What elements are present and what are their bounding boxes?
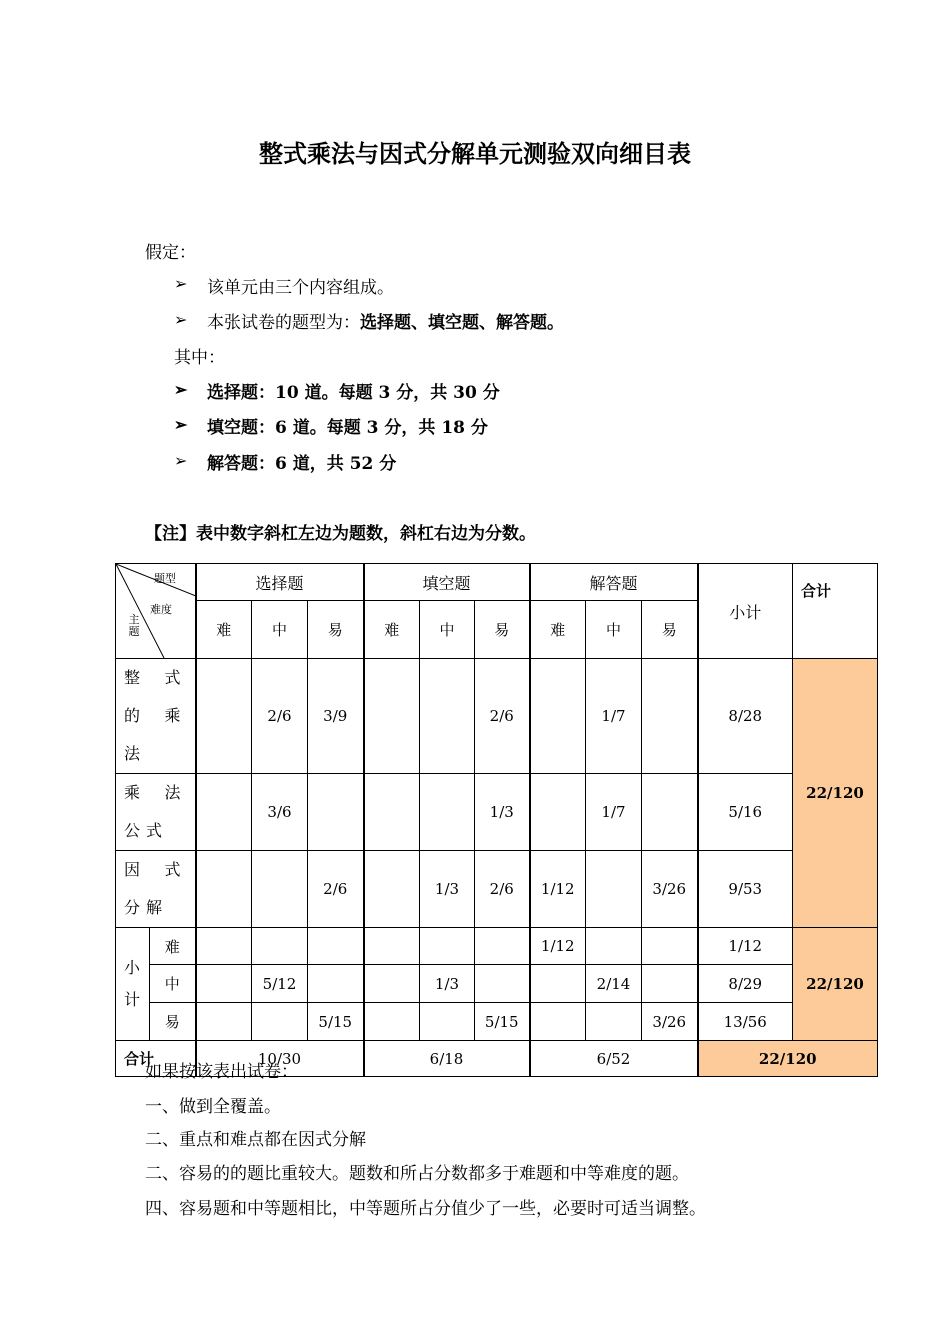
bottom-fill-total: 6/18 <box>364 1041 530 1077</box>
data-cell <box>364 928 420 965</box>
data-cell <box>586 928 642 965</box>
data-cell: 2/14 <box>586 965 642 1003</box>
data-cell: 3/9 <box>308 659 364 774</box>
data-cell: 1/12 <box>530 851 586 928</box>
bullet-answer: 解答题：6 道，共 52 分 <box>207 454 397 474</box>
data-cell: 3/26 <box>642 1003 698 1041</box>
arrow-bullet-icon: ➢ <box>174 274 188 293</box>
table-row <box>116 851 878 928</box>
data-cell: 2/6 <box>475 851 530 928</box>
data-cell <box>308 965 364 1003</box>
level-header: 易 <box>308 601 364 659</box>
table-note: 【注】表中数字斜杠左边为题数，斜杠右边为分数。 <box>145 524 536 544</box>
level-header: 中 <box>420 601 475 659</box>
table-row <box>116 1003 878 1041</box>
data-cell <box>530 965 586 1003</box>
data-cell <box>475 928 530 965</box>
question-types-list: 选择题、填空题、解答题。 <box>360 313 564 333</box>
level-header: 难 <box>196 601 252 659</box>
data-cell <box>642 774 698 851</box>
spec-table <box>115 563 878 1077</box>
conclusion-point: 二、重点和难点都在因式分解 <box>145 1130 366 1150</box>
arrow-bullet-icon: ➢ <box>174 415 188 434</box>
subtotal-cell: 13/56 <box>698 1003 793 1041</box>
data-cell <box>252 928 308 965</box>
data-cell <box>642 965 698 1003</box>
level-header: 中 <box>252 601 308 659</box>
level-header: 易 <box>642 601 698 659</box>
sub-level-label: 中 <box>150 965 196 1003</box>
data-cell <box>530 659 586 774</box>
page-title: 整式乘法与因式分解单元测验双向细目表 <box>259 140 691 168</box>
subtotal-cell: 8/29 <box>698 965 793 1003</box>
data-cell <box>308 774 364 851</box>
data-cell <box>364 965 420 1003</box>
data-cell <box>196 928 252 965</box>
data-cell <box>364 774 420 851</box>
data-cell <box>420 659 475 774</box>
sub-level-label: 易 <box>150 1003 196 1041</box>
data-cell: 1/7 <box>586 774 642 851</box>
sub-level-label: 难 <box>150 928 196 965</box>
data-cell: 3/26 <box>642 851 698 928</box>
table-row <box>116 928 878 965</box>
corner-header-cell <box>116 564 196 659</box>
data-cell <box>364 1003 420 1041</box>
data-cell: 1/3 <box>420 851 475 928</box>
data-cell: 1/7 <box>586 659 642 774</box>
row-topic-label: 因式分解 <box>116 851 196 928</box>
arrow-bullet-icon: ➢ <box>174 380 188 399</box>
data-cell: 3/6 <box>252 774 308 851</box>
among-label: 其中： <box>174 348 225 368</box>
row-topic-label: 整式的乘法 <box>116 659 196 774</box>
data-cell <box>308 928 364 965</box>
arrow-bullet-icon: ➢ <box>174 310 188 329</box>
bullet-fill: 填空题：6 道。每题 3 分，共 18 分 <box>207 418 488 438</box>
corner-difficulty-label: 难度 <box>150 603 172 616</box>
bullet-content-units: 该单元由三个内容组成。 <box>207 278 394 298</box>
table-row <box>116 774 878 851</box>
bottom-answer-total: 6/52 <box>530 1041 698 1077</box>
total-header: 合计 <box>793 564 878 659</box>
group-answer-header: 解答题 <box>530 564 698 601</box>
data-cell: 1/12 <box>530 928 586 965</box>
bottom-grand-total: 22/120 <box>698 1041 878 1077</box>
data-cell: 1/3 <box>475 774 530 851</box>
corner-topic-label: 主题 <box>128 613 140 638</box>
subtotal-cell: 1/12 <box>698 928 793 965</box>
corner-type-label: 题型 <box>154 572 176 585</box>
data-cell <box>252 851 308 928</box>
table-row <box>116 659 878 774</box>
data-cell <box>642 928 698 965</box>
conclusion-point: 一、做到全覆盖。 <box>145 1097 281 1117</box>
bullet-question-types <box>207 308 564 333</box>
level-header: 难 <box>364 601 420 659</box>
total-sub-cell: 22/120 <box>793 928 878 1041</box>
conclusion-point: 二、容易的的题比重较大。题数和所占分数都多于难题和中等难度的题。 <box>145 1164 689 1184</box>
data-cell <box>196 1003 252 1041</box>
subtotal-group-text: 小计 <box>124 958 141 1009</box>
data-cell <box>420 774 475 851</box>
data-cell <box>196 659 252 774</box>
bottom-choice-total: 10/30 <box>196 1041 364 1077</box>
subtotal-header: 小计 <box>698 564 793 659</box>
data-cell: 1/3 <box>420 965 475 1003</box>
row-topic-label: 乘法公式 <box>116 774 196 851</box>
level-header: 中 <box>586 601 642 659</box>
bullet-choice: 选择题：10 道。每题 3 分，共 30 分 <box>207 383 500 403</box>
subtotal-cell: 8/28 <box>698 659 793 774</box>
data-cell <box>420 928 475 965</box>
data-cell <box>196 774 252 851</box>
data-cell <box>530 774 586 851</box>
data-cell <box>420 1003 475 1041</box>
table-row <box>116 965 878 1003</box>
group-choice-header: 选择题 <box>196 564 364 601</box>
level-header: 难 <box>530 601 586 659</box>
data-cell: 5/15 <box>308 1003 364 1041</box>
data-cell: 2/6 <box>252 659 308 774</box>
data-cell: 2/6 <box>308 851 364 928</box>
subtotal-cell: 5/16 <box>698 774 793 851</box>
data-cell: 5/15 <box>475 1003 530 1041</box>
data-cell <box>252 1003 308 1041</box>
conclusion-intro: 如果按该表出试卷： <box>145 1062 298 1082</box>
data-cell <box>530 1003 586 1041</box>
data-cell <box>586 1003 642 1041</box>
bottom-total-label: 合计 <box>116 1041 196 1077</box>
data-cell <box>196 851 252 928</box>
data-cell <box>475 965 530 1003</box>
subtotal-cell: 9/53 <box>698 851 793 928</box>
arrow-bullet-icon: ➢ <box>174 451 188 470</box>
data-cell: 5/12 <box>252 965 308 1003</box>
total-main-cell: 22/120 <box>793 659 878 928</box>
conclusion-point: 四、容易题和中等题相比，中等题所占分值少了一些，必要时可适当调整。 <box>145 1199 706 1219</box>
question-types-prefix: 本张试卷的题型为： <box>207 313 360 333</box>
data-cell <box>642 659 698 774</box>
data-cell <box>586 851 642 928</box>
data-cell <box>196 965 252 1003</box>
assumption-label: 假定： <box>145 243 196 263</box>
level-header: 易 <box>475 601 530 659</box>
group-fill-header: 填空题 <box>364 564 530 601</box>
data-cell <box>364 659 420 774</box>
data-cell: 2/6 <box>475 659 530 774</box>
data-cell <box>364 851 420 928</box>
subtotal-group-label <box>116 928 150 1041</box>
